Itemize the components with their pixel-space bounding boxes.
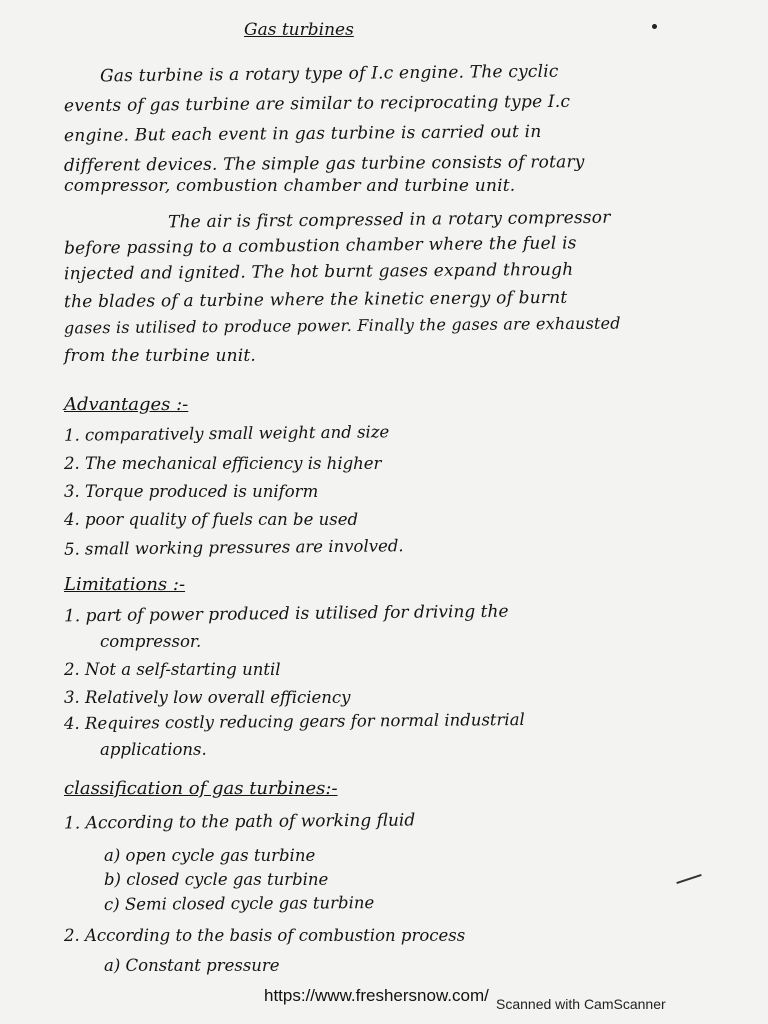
limitation-item: 3. Relatively low overall efficiency (64, 688, 351, 707)
advantage-item: 5. small working pressures are involved. (63, 536, 404, 559)
limitation-item: 2. Not a self-starting until (64, 660, 281, 679)
para2-line: the blades of a turbine where the kinetic energy of burnt (63, 287, 568, 313)
limitation-item: 4. Requires costly reducing gears for normal industrial (63, 709, 525, 734)
pen-stroke (676, 874, 701, 884)
page-title: Gas turbines (244, 20, 354, 40)
advantage-item: 1. comparatively small weight and size (63, 422, 390, 445)
intro-line: Gas turbine is a rotary type of I.c engine. The cyclic (99, 61, 559, 87)
ink-dot (652, 24, 657, 29)
scanner-watermark: Scanned with CamScanner (496, 996, 666, 1012)
source-url[interactable]: https://www.freshersnow.com/ (264, 986, 489, 1005)
classification-group: 1. According to the path of working fluid (63, 810, 416, 834)
classification-item: a) open cycle gas turbine (104, 846, 316, 865)
classification-item: a) Constant pressure (104, 956, 280, 975)
limitations-heading: Limitations :- (64, 574, 186, 595)
para2-line: from the turbine unit. (64, 346, 257, 366)
intro-line: events of gas turbine are similar to reciprocating type I.c (63, 91, 571, 117)
para2-line: before passing to a combustion chamber where the fuel is (63, 233, 577, 259)
advantage-item: 2. The mechanical efficiency is higher (64, 454, 382, 473)
advantage-item: 4. poor quality of fuels can be used (64, 510, 359, 529)
para2-line: The air is first compressed in a rotary compressor (167, 207, 611, 233)
advantages-heading: Advantages :- (64, 394, 189, 415)
limitation-item: compressor. (100, 632, 202, 651)
limitation-item: applications. (100, 740, 207, 759)
classification-group: 2. According to the basis of combustion process (64, 926, 466, 945)
intro-line: compressor, combustion chamber and turbine unit. (64, 176, 516, 196)
intro-line: different devices. The simple gas turbine consists of rotary (63, 152, 585, 176)
limitation-item: 1. part of power produced is utilised for driving the (63, 601, 509, 627)
advantage-item: 3. Torque produced is uniform (64, 482, 319, 501)
para2-line: injected and ignited. The hot burnt gases expand through (63, 259, 574, 285)
intro-line: engine. But each event in gas turbine is carried out in (63, 121, 542, 147)
classification-item: b) closed cycle gas turbine (104, 870, 329, 889)
classification-item: c) Semi closed cycle gas turbine (103, 893, 375, 914)
para2-line: gases is utilised to produce power. Finally the gases are exhausted (63, 313, 621, 338)
classification-heading: classification of gas turbines:- (64, 778, 338, 799)
